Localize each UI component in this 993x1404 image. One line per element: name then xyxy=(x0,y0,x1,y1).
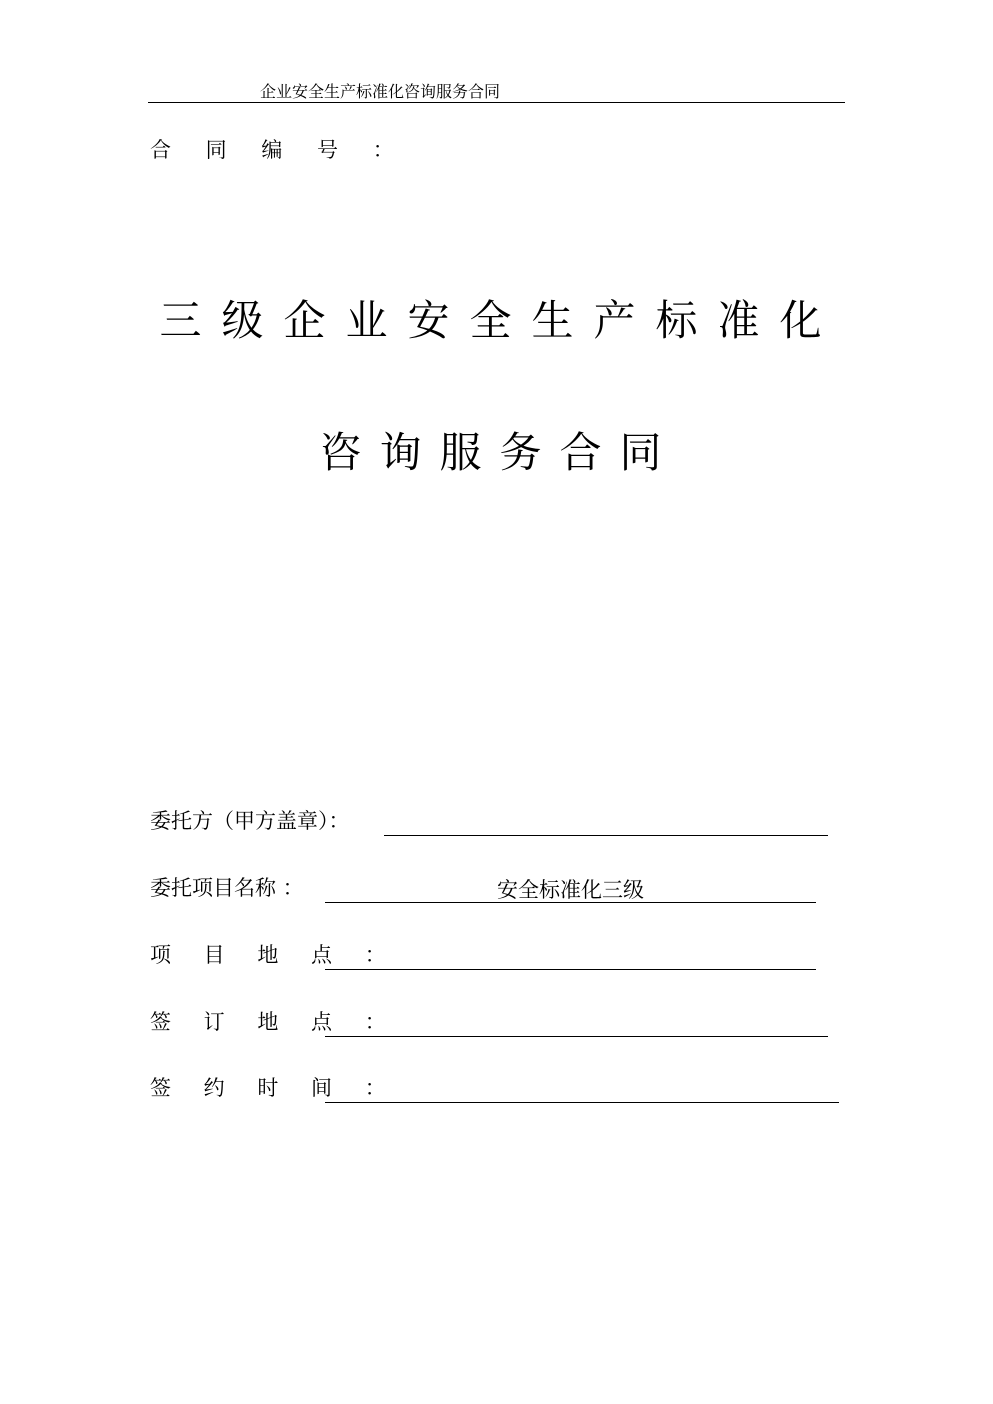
signing-time-input-line[interactable] xyxy=(325,1072,839,1103)
project-name-label: 委托项目名称 ： xyxy=(150,876,304,900)
project-name-input-line[interactable] xyxy=(325,872,816,903)
header-title: 企业安全生产标准化咨询服务合同 xyxy=(260,82,501,101)
signing-location-input-line[interactable] xyxy=(325,1006,828,1037)
client-label: 委托方（甲方盖章）： xyxy=(150,809,350,833)
contract-number-label: 合 同 编 号 ： xyxy=(150,138,408,162)
client-input-line[interactable] xyxy=(384,805,828,836)
page-header xyxy=(148,74,845,103)
document-title-line1: 三级企业安全生产标准化 xyxy=(159,296,842,345)
signing-location-label: 签 订 地 点 ： xyxy=(150,1010,399,1034)
project-location-label: 项 目 地 点 ： xyxy=(150,943,399,967)
project-location-input-line[interactable] xyxy=(325,939,816,970)
project-name-value: 安全标准化三级 xyxy=(497,878,644,902)
signing-time-label: 签 约 时 间 ： xyxy=(150,1076,399,1100)
document-title-line2: 咨询服务合同 xyxy=(319,428,680,477)
